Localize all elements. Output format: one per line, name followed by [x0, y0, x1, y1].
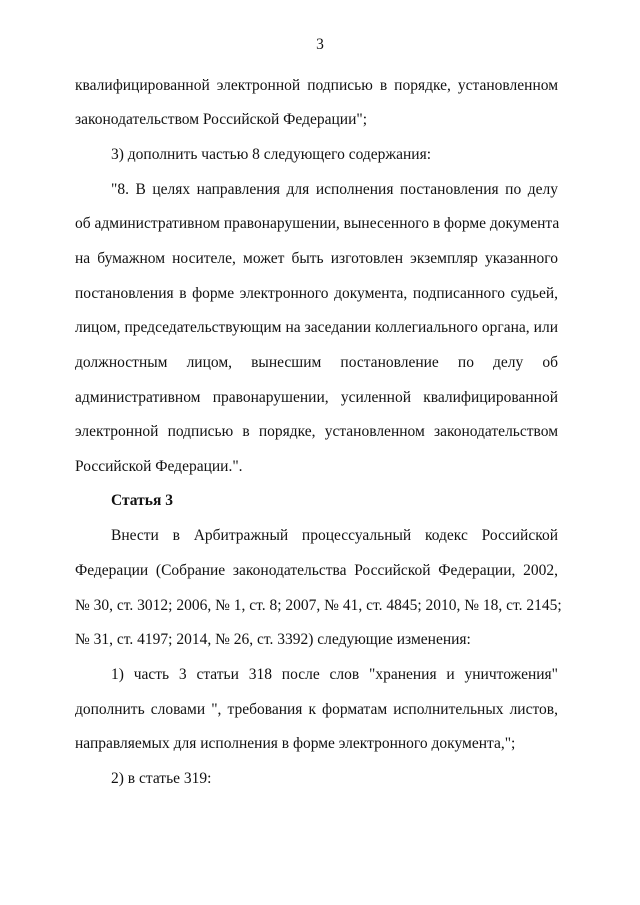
text-line: 2) в статье 319: [111, 770, 212, 787]
text-line: должностным лицом, вынесшим постановление по делу об [75, 354, 558, 371]
text-line: Российской Федерации.". [75, 458, 243, 475]
text-line: квалифицированной электронной подписью в порядке, установленном [75, 77, 558, 94]
text-line: "8. В целях направления для исполнения постановления по делу [111, 181, 558, 198]
text-line: электронной подписью в порядке, установленном законодательством [75, 423, 558, 440]
text-line: законодательством Российской Федерации"; [75, 111, 368, 128]
page-number: 3 [316, 36, 324, 53]
text-line: лицом, председательствующим на заседании коллегиального органа, или [75, 319, 558, 336]
text-line: об административном правонарушении, вынесенного в форме документа [75, 215, 560, 232]
text-line: на бумажном носителе, может быть изготовлен экземпляр указанного [75, 250, 558, 267]
text-line: 3) дополнить частью 8 следующего содержания: [111, 146, 432, 163]
text-line: направляемых для исполнения в форме электронного документа,"; [75, 735, 516, 752]
text-line: Федерации (Собрание законодательства Российской Федерации, 2002, [75, 562, 558, 579]
text-line: 1) часть 3 статьи 318 после слов "хранения и уничтожения" [111, 666, 558, 683]
text-line: Внести в Арбитражный процессуальный кодекс Российской [111, 527, 558, 544]
article-heading: Статья 3 [111, 492, 173, 509]
text-line: административном правонарушении, усиленной квалифицированной [75, 389, 558, 406]
text-line: № 30, ст. 3012; 2006, № 1, ст. 8; 2007, № 41, ст. 4845; 2010, № 18, ст. 2145; [75, 597, 562, 614]
text-line: № 31, ст. 4197; 2014, № 26, ст. 3392) следующие изменения: [75, 631, 471, 648]
text-line: постановления в форме электронного документа, подписанного судьей, [75, 285, 558, 302]
text-line: дополнить словами ", требования к форматам исполнительных листов, [75, 701, 558, 718]
